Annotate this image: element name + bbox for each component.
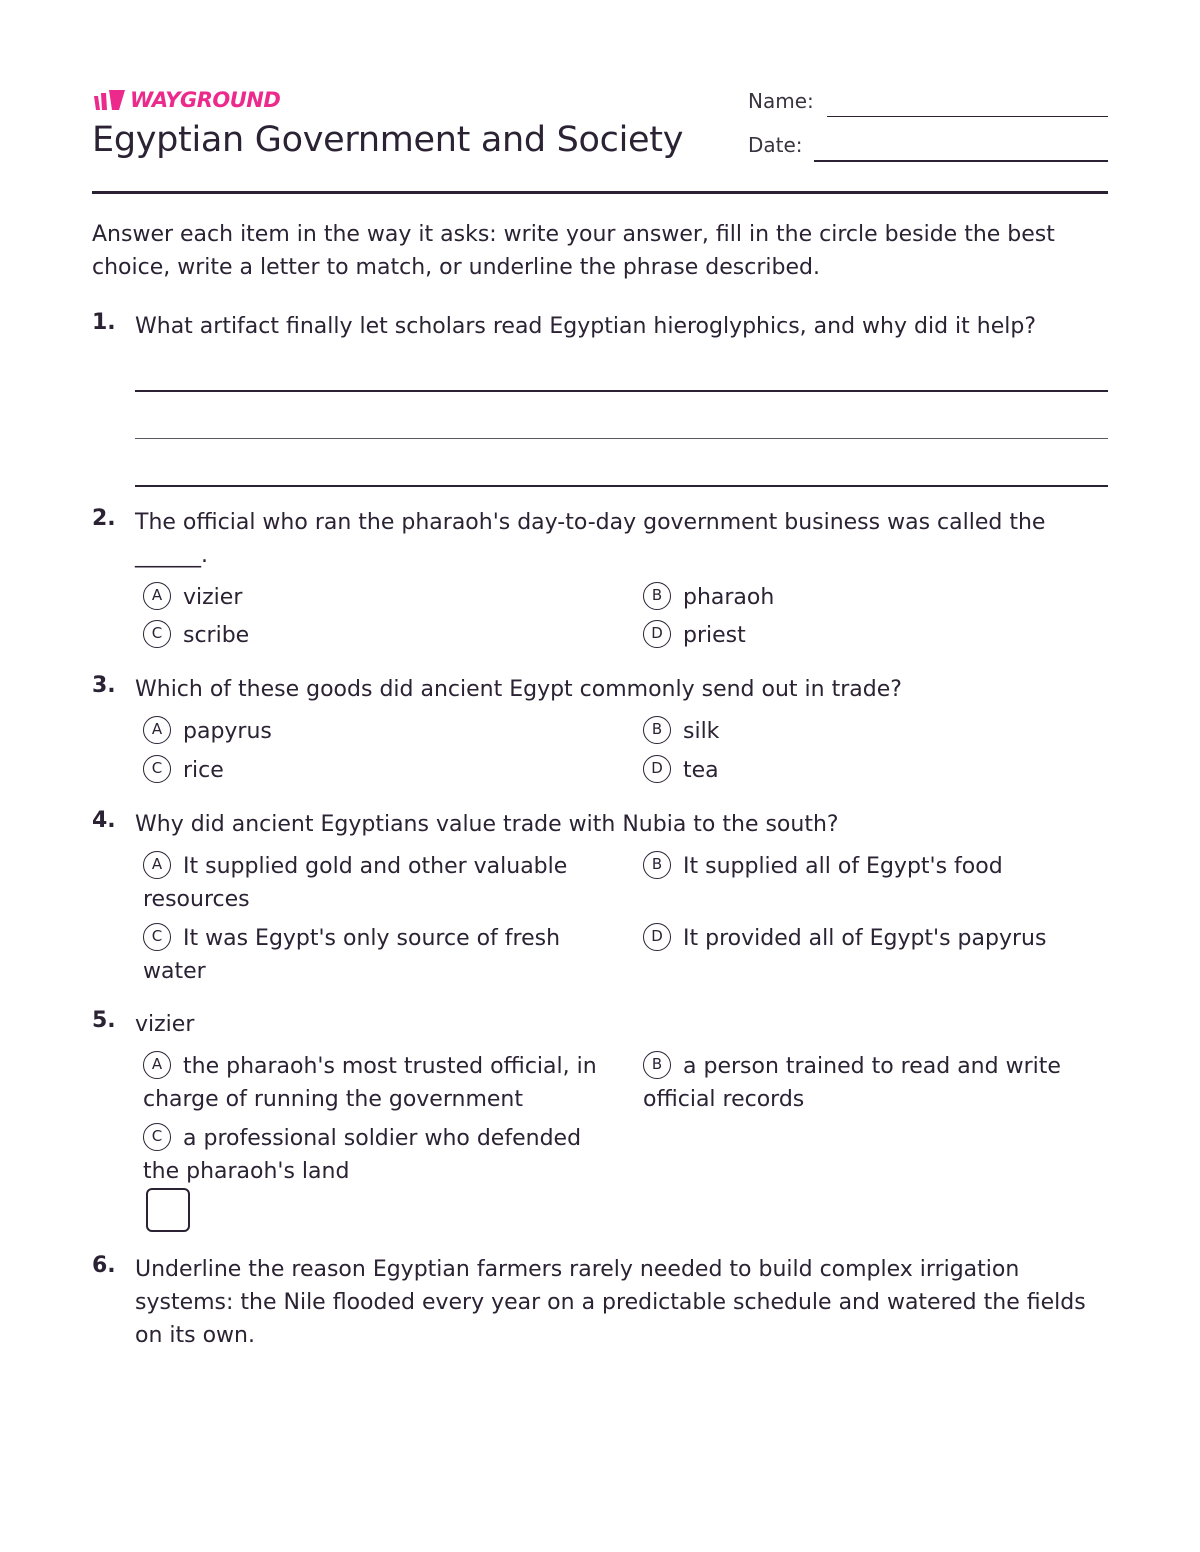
question-text: vizier [135,1012,195,1037]
option-text: papyrus [183,719,272,744]
question-text[interactable]: Underline the reason Egyptian farmers rarely needed to build complex irrigation systems: the Nile flooded every year on a predictable schedule and watered the fields on its own. [135,1257,1086,1348]
option-c[interactable] [143,619,603,652]
option-text: pharaoh [683,585,775,610]
option-bubble[interactable]: C [143,620,171,648]
name-label: Name: [748,89,814,113]
option-letter: A [143,1051,171,1079]
option-bubble[interactable]: D [643,620,671,648]
question-text: Why did ancient Egyptians value trade with Nubia to the south? [135,812,839,837]
match-option-b [643,1050,1103,1116]
option-b[interactable] [643,715,1103,748]
option-text: scribe [183,623,250,648]
option-bubble[interactable]: A [143,582,171,610]
answer-line[interactable] [135,390,1108,392]
brand-logo [92,86,280,114]
option-d[interactable] [643,619,1103,652]
wayground-logo-icon [92,88,126,112]
brand-name: WAYGROUND [130,88,281,112]
option-bubble[interactable]: A [143,851,171,879]
option-text: It supplied all of Egypt's food [683,854,1003,879]
page-title: Egyptian Government and Society [92,120,684,160]
question-text: The official who ran the pharaoh's day-to-day government business was called the ______. [135,510,1046,568]
option-d[interactable] [643,922,1103,955]
option-text: a person trained to read and write official records [643,1054,1061,1112]
option-text: silk [683,719,720,744]
option-bubble[interactable]: B [643,851,671,879]
option-b[interactable] [643,581,1103,614]
date-label: Date: [748,133,803,157]
option-bubble[interactable]: C [143,923,171,951]
option-text: the pharaoh's most trusted official, in charge of running the government [143,1054,597,1112]
option-c[interactable] [143,754,603,787]
question-text: Which of these goods did ancient Egypt commonly send out in trade? [135,677,902,702]
option-text: It supplied gold and other valuable resources [143,854,568,912]
match-option-a [143,1050,603,1116]
match-answer-box[interactable] [146,1188,190,1232]
question-number: 2. [92,506,116,531]
option-letter: C [143,1123,171,1151]
option-bubble[interactable]: D [643,923,671,951]
instructions: Answer each item in the way it asks: write your answer, fill in the circle beside the best choice, write a letter to match, or underline the phrase described. [92,222,1055,280]
header-divider [92,191,1108,194]
option-d[interactable] [643,754,1103,787]
question-number: 1. [92,310,116,335]
answer-line[interactable] [135,485,1108,487]
date-field[interactable] [814,160,1108,162]
option-b[interactable] [643,850,1103,883]
question-text: What artifact finally let scholars read Egyptian hieroglyphics, and why did it help? [135,314,1036,339]
option-text: tea [683,758,719,783]
option-bubble[interactable]: B [643,582,671,610]
question-number: 5. [92,1008,116,1033]
option-bubble[interactable]: B [643,716,671,744]
option-text: rice [183,758,224,783]
name-field[interactable] [827,116,1108,117]
option-text: vizier [183,585,243,610]
option-bubble[interactable]: A [143,716,171,744]
question-number: 6. [92,1253,116,1278]
option-text: a professional soldier who defended the pharaoh's land [143,1126,582,1184]
option-text: It was Egypt's only source of fresh water [143,926,561,984]
option-bubble[interactable]: D [643,755,671,783]
option-a[interactable] [143,715,603,748]
answer-line[interactable] [135,438,1108,439]
option-a[interactable] [143,850,603,916]
option-letter: B [643,1051,671,1079]
option-a[interactable] [143,581,603,614]
option-text: It provided all of Egypt's papyrus [683,926,1047,951]
option-text: priest [683,623,746,648]
option-bubble[interactable]: C [143,755,171,783]
option-c[interactable] [143,922,603,988]
question-number: 3. [92,673,116,698]
match-option-c [143,1122,603,1188]
question-number: 4. [92,808,116,833]
